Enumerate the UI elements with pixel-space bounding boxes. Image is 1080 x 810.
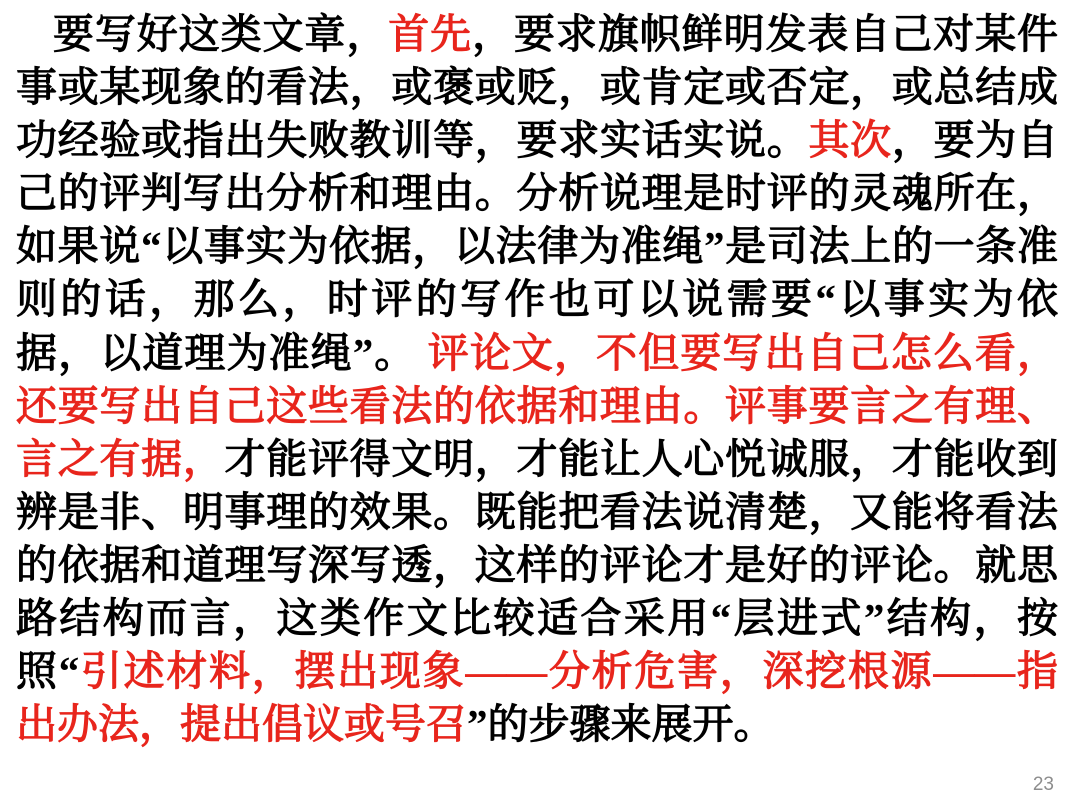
text-segment-1: 要写好这类文章， bbox=[52, 11, 389, 57]
page-number: 23 bbox=[1032, 774, 1054, 795]
text-segment-2: ，要求旗帜鲜明发表自己对某件事或某现象的看法，或褒或贬，或肯定或否定，或总结成功经验或指出失败教训等，要求实话实说。 bbox=[16, 11, 1059, 164]
text-segment-5: ”的步骤来展开。 bbox=[467, 701, 775, 748]
text-segment-highlight-first: 首先 bbox=[388, 11, 473, 57]
text-segment-4: 才能评得文明，才能让人心悦诚服，才能收到辨是非、明事理的效果。既能把看法说清楚，又能将看法的依据和道理写深写透，这样的评论才是好的评论。就思路结构而言，这类作文比较适合采用“层进式”结构，按照“ bbox=[16, 435, 1059, 695]
slide-body-text bbox=[16, 8, 1058, 751]
text-segment-highlight-second: 其次 bbox=[808, 117, 892, 164]
text-segment-highlight-commentary: 评论文，不但要写出自己怎么看，还要写出自己这些看法的依据和理由。评事要言之有理、言之有据， bbox=[16, 329, 1059, 482]
text-segment-highlight-structure: 引述材料，摆出现象——分析危害，深挖根源——指出办法，提出倡议或号召 bbox=[16, 648, 1059, 748]
text-segment-3: ，要为自己的评判写出分析和理由。分析说理是时评的灵魂所在，如果说“以事实为依据，以法律为准绳”是司法上的一条准则的话，那么，时评的写作也可以说需要“以事实为依据，以道理为准绳”。 bbox=[16, 117, 1059, 376]
